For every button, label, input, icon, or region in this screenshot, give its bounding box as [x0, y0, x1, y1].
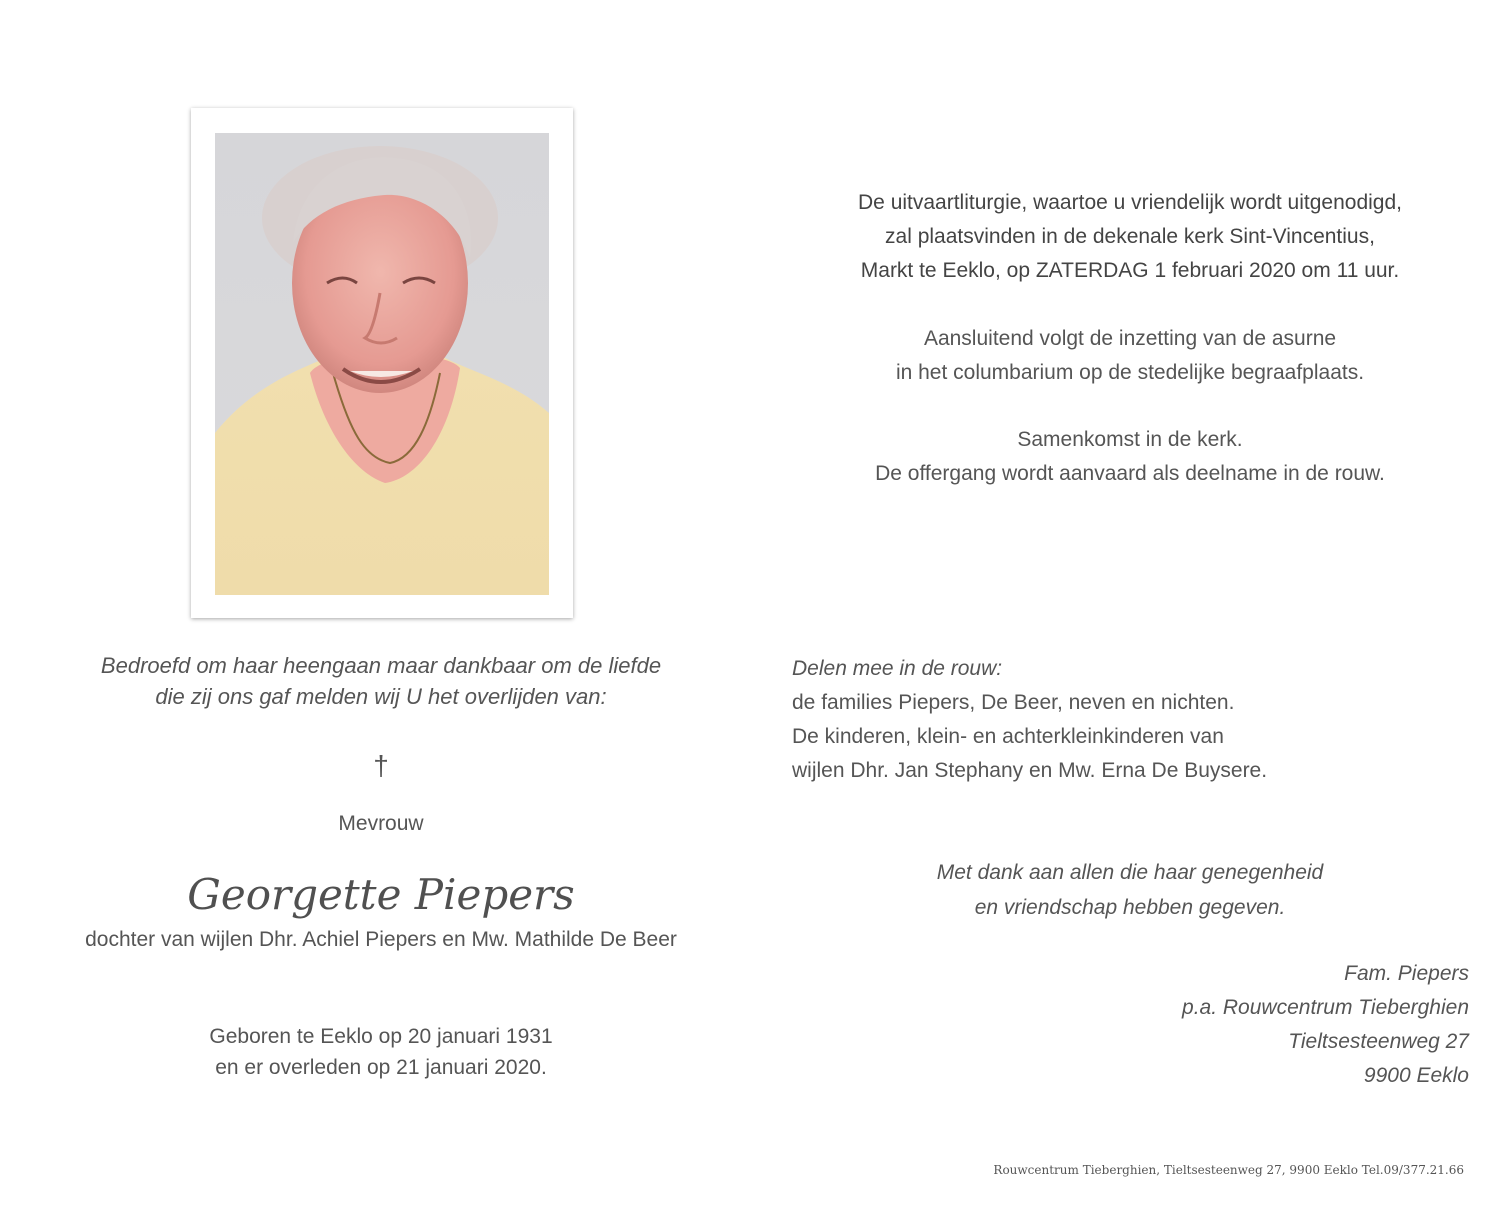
- deceased-name: Georgette Piepers: [187, 870, 575, 919]
- birth-line: Geboren te Eeklo op 20 januari 1931: [209, 1025, 553, 1048]
- intro-line-2: die zij ons gaf melden wij U het overlijden van:: [155, 684, 607, 709]
- thanks-line-1: Met dank aan allen die haar genegenheid: [936, 861, 1324, 884]
- funeral-home-footer: Rouwcentrum Tieberghien, Tieltsesteenweg 27, 9900 Eeklo Tel.09/377.21.66: [993, 1163, 1464, 1177]
- burial-line-2: in het columbarium op de stedelijke begraafplaats.: [895, 361, 1365, 384]
- address-line-2: p.a. Rouwcentrum Tieberghien: [1182, 996, 1469, 1019]
- gathering-line-2: De offergang wordt aanvaard als deelname in de rouw.: [875, 462, 1385, 485]
- mourners-line-3: wijlen Dhr. Jan Stephany en Mw. Erna De Buysere.: [792, 759, 1268, 782]
- cross-icon: †: [373, 750, 389, 781]
- funeral-details: [780, 186, 1480, 288]
- deceased-parents: dochter van wijlen Dhr. Achiel Piepers en Mw. Mathilde De Beer: [85, 928, 677, 951]
- funeral-line-1: De uitvaartliturgie, waartoe u vriendelijk wordt uitgenodigd,: [858, 191, 1402, 214]
- address-line-3: Tieltsesteenweg 27: [1288, 1030, 1469, 1053]
- gathering-line-1: Samenkomst in de kerk.: [1017, 428, 1243, 451]
- death-line: en er overleden op 21 januari 2020.: [215, 1056, 547, 1079]
- funeral-line-3: Markt te Eeklo, op ZATERDAG 1 februari 2020 om 11 uur.: [860, 259, 1400, 282]
- mourners-intro: Delen mee in de rouw:: [792, 657, 1003, 680]
- intro-line-1: Bedroefd om haar heengaan maar dankbaar om de liefde: [100, 653, 662, 678]
- address-line-1: Fam. Piepers: [1344, 962, 1469, 985]
- portrait-illustration: [215, 133, 549, 595]
- burial-line-1: Aansluitend volgt de inzetting van de asurne: [923, 327, 1337, 350]
- mourners-line-1: de families Piepers, De Beer, neven en nichten.: [792, 691, 1235, 714]
- portrait-photo: [215, 133, 549, 595]
- thanks-message: [830, 855, 1430, 925]
- life-dates: [90, 1021, 672, 1083]
- announcement-intro: [40, 650, 722, 712]
- address-line-4: 9900 Eeklo: [1363, 1064, 1469, 1087]
- mourners-list: [792, 652, 1392, 788]
- burial-details: [780, 322, 1480, 390]
- mourners-line-2: De kinderen, klein- en achterkleinkinderen van: [792, 725, 1224, 748]
- gathering-details: [780, 423, 1480, 491]
- thanks-line-2: en vriendschap hebben gegeven.: [974, 896, 1286, 919]
- family-address: [1000, 957, 1469, 1093]
- portrait-frame: [191, 108, 573, 618]
- funeral-line-2: zal plaatsvinden in de dekenale kerk Sint-Vincentius,: [885, 225, 1375, 248]
- deceased-title: Mevrouw: [338, 812, 424, 835]
